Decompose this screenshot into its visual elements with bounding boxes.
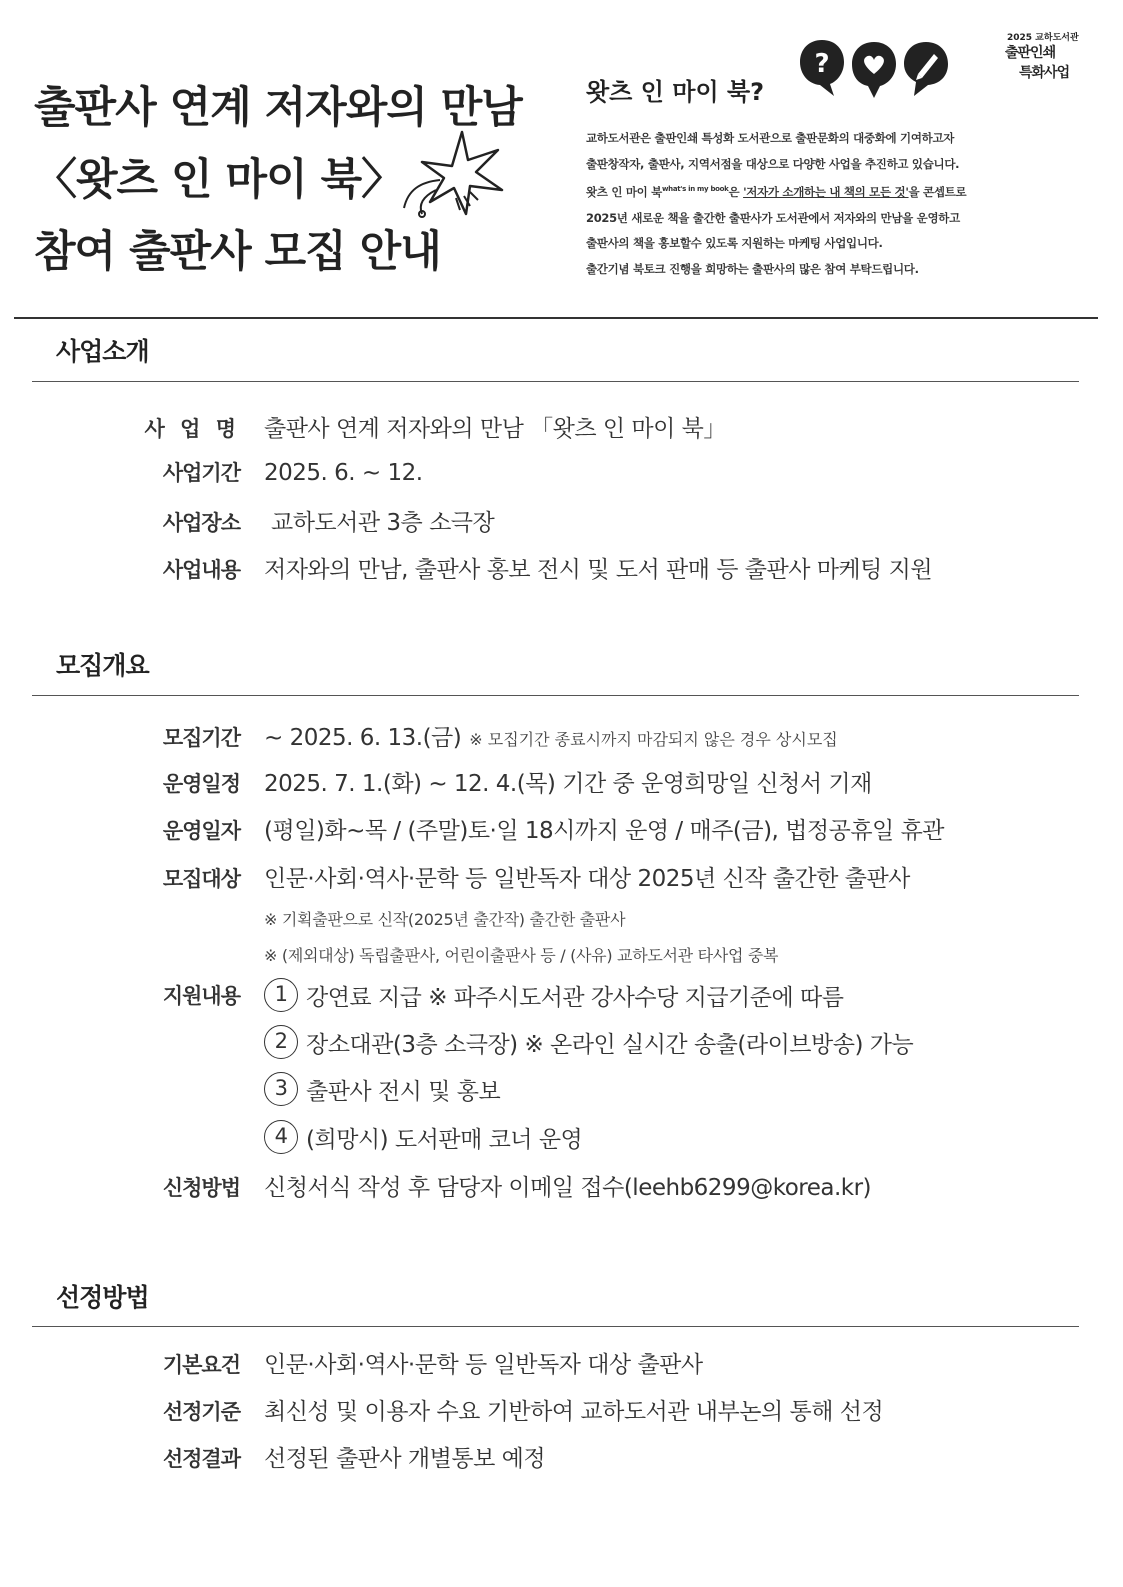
section-title-recruit: 모집개요 bbox=[56, 651, 149, 680]
row-label: 운영일정 bbox=[162, 772, 240, 796]
row-value: 신청서식 작성 후 담당자 이메일 접수(leehb6299@korea.kr) bbox=[264, 1175, 872, 1201]
row-support bbox=[140, 980, 240, 1014]
row-business-place bbox=[140, 504, 494, 538]
support-item-1 bbox=[264, 978, 843, 1012]
section-title-intro: 사업소개 bbox=[56, 337, 149, 366]
intro-line-4: 2025년 새로운 책을 출간한 출판사가 도서관에서 저자와의 만남을 운영하고 bbox=[586, 210, 960, 225]
row-value: 저자와의 만남, 출판사 홍보 전시 및 도서 판매 등 출판사 마케팅 지원 bbox=[264, 557, 933, 583]
pen-bubble-icon bbox=[904, 42, 948, 96]
intro-line-3-concept: '저자가 소개하는 내 책의 모든 것' bbox=[743, 185, 909, 199]
support-text: 장소대관(3층 소극장) ※ 온라인 실시간 송출(라이브방송) 가능 bbox=[306, 1031, 914, 1058]
intro-line-6: 출간기념 북토크 진행을 희망하는 출판사의 많은 참여 부탁드립니다. bbox=[586, 261, 919, 276]
row-label: 운영일자 bbox=[162, 819, 240, 843]
row-value: 2025. 6. ~ 12. bbox=[264, 460, 423, 486]
logo-line-2: 특화사업 bbox=[1019, 65, 1070, 81]
row-operation-schedule bbox=[140, 765, 872, 799]
logo-line-1: 출판인쇄 bbox=[1005, 45, 1056, 61]
svg-text:?: ? bbox=[814, 49, 830, 79]
support-text: 강연료 지급 ※ 파주시도서관 강사수당 지급기준에 따름 bbox=[306, 984, 844, 1011]
row-label: 지원내용 bbox=[162, 984, 240, 1008]
header-divider bbox=[14, 317, 1098, 319]
row-recruit-period bbox=[140, 719, 838, 753]
question-bubble-icon bbox=[800, 40, 844, 96]
row-label: 신청방법 bbox=[162, 1176, 240, 1200]
circle-number: 2 bbox=[264, 1025, 298, 1059]
circle-number: 3 bbox=[264, 1072, 298, 1106]
row-business-period bbox=[140, 457, 423, 491]
row-label: 사업장소 bbox=[162, 511, 240, 535]
title-line-3: 참여 출판사 모집 안내 bbox=[34, 227, 441, 277]
page-header bbox=[0, 0, 1123, 320]
target-note-1: ※ 기획출판으로 신작(2025년 출간작) 출간한 출판사 bbox=[264, 910, 626, 929]
row-recruit-target bbox=[140, 860, 910, 894]
row-operation-days bbox=[140, 812, 944, 846]
speech-bubbles bbox=[800, 38, 950, 100]
title-line-2: 〈왓츠 인 마이 북〉 bbox=[34, 155, 404, 205]
support-item-4 bbox=[264, 1120, 582, 1154]
section-divider-recruit bbox=[32, 695, 1079, 696]
row-value: 선정된 출판사 개별통보 예정 bbox=[264, 1446, 546, 1472]
row-value: 출판사 연계 저자와의 만남 「왓츠 인 마이 북」 bbox=[264, 416, 726, 442]
intro-heading: 왓츠 인 마이 북? bbox=[586, 78, 765, 106]
row-value: ~ 2025. 6. 13.(금) bbox=[264, 725, 462, 751]
row-value: 교하도서관 3층 소극장 bbox=[271, 510, 495, 536]
row-label: 기본요건 bbox=[162, 1353, 240, 1377]
support-item-2 bbox=[264, 1025, 913, 1059]
intro-line-3-suffix: 을 콘셉트로 bbox=[908, 185, 967, 199]
program-logo bbox=[1005, 30, 1085, 92]
circle-number: 1 bbox=[264, 978, 298, 1012]
title-line-1: 출판사 연계 저자와의 만남 bbox=[34, 83, 522, 133]
row-label: 모집대상 bbox=[162, 867, 240, 891]
row-selection-criteria bbox=[140, 1393, 883, 1427]
intro-line-1: 교하도서관은 출판인쇄 특성화 도서관으로 출판문화의 대중화에 기여하고자 bbox=[586, 131, 955, 145]
target-note-2: ※ (제외대상) 독립출판사, 어린이출판사 등 / (사유) 교하도서관 타사업 중복 bbox=[264, 946, 779, 965]
row-value: 인문·사회·역사·문학 등 일반독자 대상 출판사 bbox=[264, 1352, 703, 1378]
row-label: 모집기간 bbox=[162, 726, 240, 750]
row-value: 2025. 7. 1.(화) ~ 12. 4.(목) 기간 중 운영희망일 신청서 기재 bbox=[264, 771, 872, 797]
circle-number: 4 bbox=[264, 1120, 298, 1154]
row-label: 선정기준 bbox=[162, 1400, 240, 1424]
intro-line-5: 출판사의 책을 홍보할수 있도록 지원하는 마케팅 사업입니다. bbox=[586, 236, 883, 250]
logo-year: 2025 교하도서관 bbox=[1007, 33, 1079, 43]
heart-bubble-icon bbox=[852, 42, 896, 98]
intro-line-3 bbox=[586, 177, 1026, 206]
row-business-name bbox=[140, 410, 726, 444]
support-text: (희망시) 도서판매 코너 운영 bbox=[306, 1126, 583, 1153]
section-divider-selection bbox=[32, 1326, 1079, 1327]
star-icon bbox=[400, 128, 510, 218]
section-title-selection: 선정방법 bbox=[56, 1283, 149, 1312]
row-value: (평일)화~목 / (주말)토·일 18시까지 운영 / 매주(금), 법정공휴일 휴관 bbox=[264, 818, 944, 844]
intro-paragraph bbox=[586, 126, 1026, 282]
support-item-3 bbox=[264, 1072, 500, 1106]
row-basic-requirement bbox=[140, 1346, 703, 1380]
intro-line-2: 출판창작자, 출판사, 지역서점을 대상으로 다양한 사업을 추진하고 있습니다. bbox=[586, 156, 960, 171]
intro-line-3-sup: what's in my book bbox=[661, 185, 729, 193]
row-apply-method bbox=[140, 1169, 871, 1203]
row-label: 사업내용 bbox=[162, 558, 240, 582]
row-label: 선정결과 bbox=[162, 1447, 240, 1471]
row-selection-result bbox=[140, 1440, 545, 1474]
row-value: 인문·사회·역사·문학 등 일반독자 대상 2025년 신작 출간한 출판사 bbox=[264, 866, 910, 892]
intro-line-3-prefix: 왓츠 인 마이 북 bbox=[586, 185, 662, 199]
support-text: 출판사 전시 및 홍보 bbox=[306, 1078, 501, 1105]
intro-line-3-mid: 은 bbox=[728, 185, 744, 199]
recruit-period-note: ※ 모집기간 종료시까지 마감되지 않은 경우 상시모집 bbox=[469, 730, 838, 749]
row-business-content bbox=[140, 551, 932, 585]
row-label: 사 업 명 bbox=[144, 417, 240, 441]
row-label: 사업기간 bbox=[162, 461, 240, 485]
row-value: 최신성 및 이용자 수요 기반하여 교하도서관 내부논의 통해 선정 bbox=[264, 1399, 884, 1425]
section-divider-intro bbox=[32, 381, 1079, 382]
